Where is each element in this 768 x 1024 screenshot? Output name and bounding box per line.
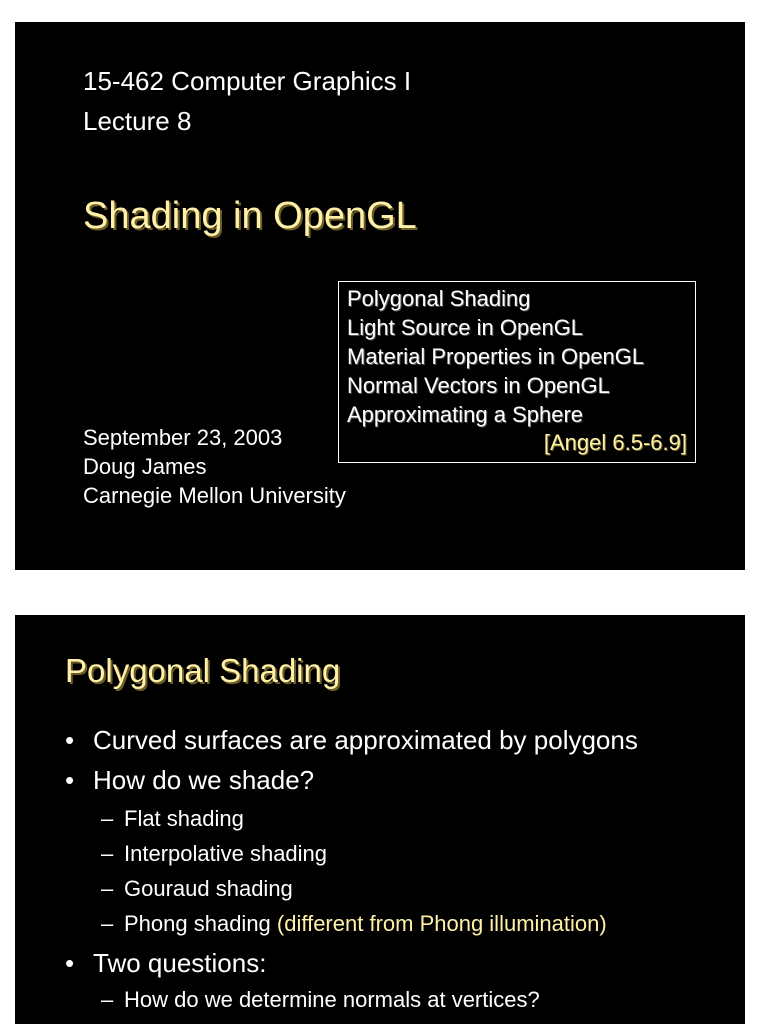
- dash-glyph: –: [101, 987, 114, 1012]
- topic-item: Approximating a Sphere: [347, 402, 584, 427]
- dash-glyph: –: [101, 911, 114, 936]
- slide-title: Polygonal Shading: [65, 652, 341, 689]
- sub-item-text: How do we determine normals at vertices?: [124, 987, 540, 1012]
- topic-item: Material Properties in OpenGL: [347, 344, 645, 369]
- sub-item-text: Gouraud shading: [124, 876, 293, 901]
- course-name: 15-462 Computer Graphics I: [83, 66, 412, 96]
- topics-box: [338, 281, 696, 463]
- bullet-glyph: •: [65, 948, 75, 978]
- sub-item-text: Interpolative shading: [124, 841, 328, 866]
- content-slide: [15, 615, 745, 1024]
- lecture-number: Lecture 8: [83, 106, 192, 136]
- textbook-reference: [Angel 6.5-6.9]: [543, 430, 687, 455]
- sub-item-phong: [124, 911, 607, 937]
- bullet-text: Curved surfaces are approximated by polygons: [93, 725, 638, 755]
- author-name: Doug James: [83, 454, 207, 479]
- bullet-text: Two questions:: [93, 948, 267, 978]
- topic-item: Light Source in OpenGL: [347, 315, 584, 340]
- sub-item-text: Flat shading: [124, 806, 244, 831]
- dash-glyph: –: [101, 806, 114, 831]
- dash-glyph: –: [101, 841, 114, 866]
- phong-note: (different from Phong illumination): [276, 911, 607, 936]
- bullet-glyph: •: [65, 725, 75, 755]
- topic-item: Normal Vectors in OpenGL: [347, 373, 610, 398]
- slide-title: Shading in OpenGL: [83, 195, 417, 237]
- bullet-glyph: •: [65, 765, 75, 795]
- sub-item-text: Phong shading: [124, 911, 271, 936]
- topic-item: Polygonal Shading: [347, 286, 531, 311]
- lecture-date: September 23, 2003: [83, 425, 283, 450]
- affiliation: Carnegie Mellon University: [83, 483, 346, 508]
- dash-glyph: –: [101, 876, 114, 901]
- bullet-text: How do we shade?: [93, 765, 315, 795]
- title-slide: [15, 22, 745, 570]
